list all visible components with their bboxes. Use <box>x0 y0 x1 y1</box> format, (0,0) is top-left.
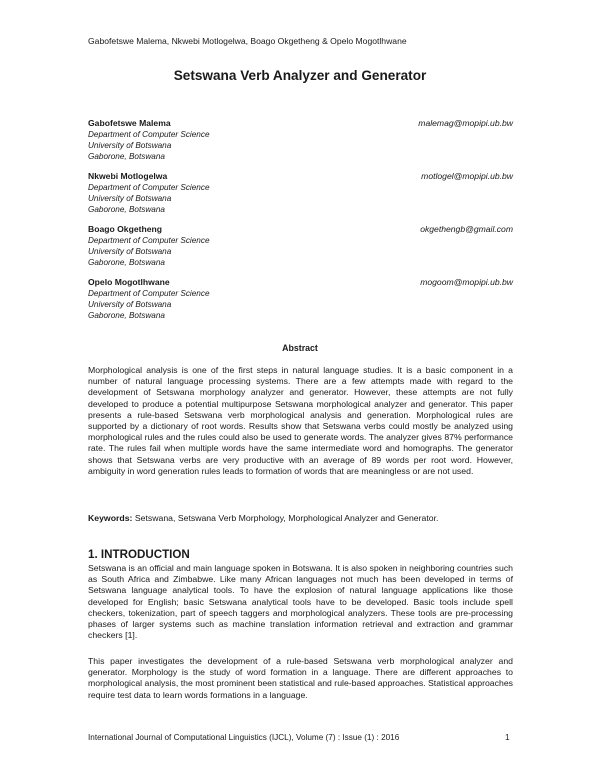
author-university: University of Botswana <box>88 247 172 256</box>
section-heading-introduction: 1. INTRODUCTION <box>88 548 190 561</box>
author-email: motlogel@mopipi.ub.bw <box>421 171 513 181</box>
author-name: Boago Okgetheng <box>88 224 163 234</box>
keywords <box>88 513 513 523</box>
author-email: okgethengb@gmail.com <box>420 224 513 234</box>
author-department: Department of Computer Science <box>88 236 210 245</box>
author-department: Department of Computer Science <box>88 130 210 139</box>
author-block <box>88 118 513 162</box>
author-name: Opelo Mogotlhwane <box>88 277 170 287</box>
abstract-heading: Abstract <box>282 343 318 353</box>
footer-journal: International Journal of Computational Linguistics (IJCL), Volume (7) : Issue (1) : 2016 <box>88 733 400 742</box>
author-location: Gaborone, Botswana <box>88 152 165 161</box>
author-name: Gabofetswe Malema <box>88 118 171 128</box>
paper-title: Setswana Verb Analyzer and Generator <box>173 68 427 83</box>
author-department: Department of Computer Science <box>88 183 210 192</box>
author-block <box>88 171 513 215</box>
author-university: University of Botswana <box>88 300 172 309</box>
keywords-text: Setswana, Setswana Verb Morphology, Morphological Analyzer and Generator. <box>134 513 439 523</box>
author-location: Gaborone, Botswana <box>88 258 165 267</box>
author-name: Nkwebi Motlogelwa <box>88 171 168 181</box>
author-block <box>88 224 513 268</box>
author-location: Gaborone, Botswana <box>88 205 165 214</box>
footer-page-number: 1 <box>505 733 510 742</box>
intro-paragraph: Setswana is an official and main language spoken in Botswana. It is also spoken in neighboring countries such as South Africa and Zimbabwe. Like many African languages not much has been developed in terms of Setswana language analytical tools. To have the explosion of natural language applications like those developed for English; basic Setswana analytical tools have to be developed. Basic tools include spell checkers, tokenization, part of speech taggers and morphological analyzers. These tools are pre-processing phases of larger systems such as machine translation information retrieval and extraction and grammar checkers [1]. <box>88 563 513 641</box>
author-university: University of Botswana <box>88 194 172 203</box>
author-location: Gaborone, Botswana <box>88 311 165 320</box>
intro-paragraph: This paper investigates the development of a rule-based Setswana verb morphological analyzer and generator. Morphology is the study of word formation in a language. There are different approaches to morphological analysis, the most prominent been statistical and rule-based approaches. Statistical approaches require test data to learn words formations in a language. <box>88 656 513 700</box>
author-department: Department of Computer Science <box>88 289 210 298</box>
abstract-text: Morphological analysis is one of the first steps in natural language studies. It is a basic component in a number of natural language processing systems. There are a few attempts made with regard to the development of Setswana morphology analyzer and generator. However, these attempts are not fully developed to produce a potential multipurpose Setswana morphological analyzer and generator. This paper presents a rule-based Setswana verb morphological analysis and generation. Morphological rules are supported by a dictionary of root words. Results show that Setswana verbs could mostly be analyzed using morphological rules and the rules could also be used to generate words. The analyzer gives 87% performance rate. The rules fail when multiple words have the same intermediate word and homographs. The generator shows that Setswana verbs are very productive with an average of 89 words per root word. However, ambiguity in word generation rules leads to formation of words that are meaningless or are not used. <box>88 365 513 476</box>
keywords-label: Keywords: <box>88 513 133 523</box>
author-university: University of Botswana <box>88 141 172 150</box>
author-block <box>88 277 513 321</box>
author-email: malemag@mopipi.ub.bw <box>418 118 513 128</box>
running-head: Gabofetswe Malema, Nkwebi Motlogelwa, Boago Okgetheng & Opelo Mogotlhwane <box>88 36 407 46</box>
author-email: mogoom@mopipi.ub.bw <box>420 277 513 287</box>
